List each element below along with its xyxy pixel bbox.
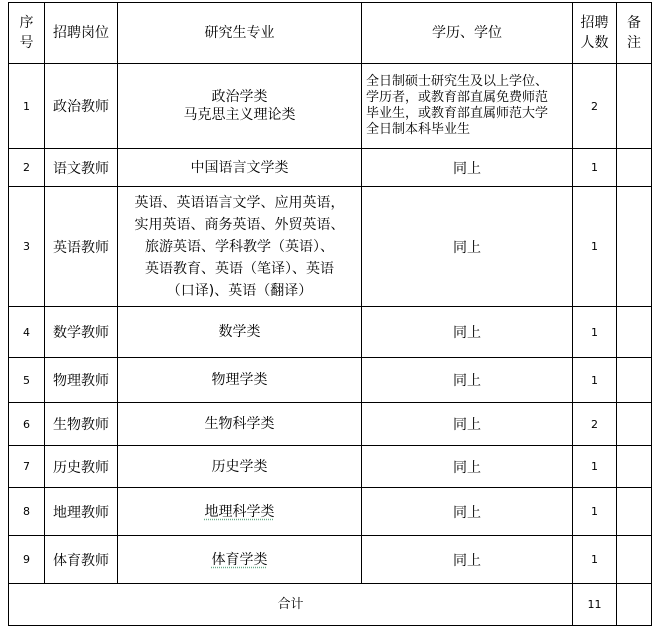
row-remark [617,536,652,584]
row-degree: 同上 [362,488,573,536]
row-major [118,187,362,307]
row-position: 生物教师 [45,403,118,446]
degree-line: 全日制本科毕业生 [366,122,471,137]
header-count [573,3,617,64]
table-row [9,488,652,536]
row-no: 1 [9,64,45,149]
row-position: 体育教师 [45,536,118,584]
degree-line: 毕业生，或教育部直属师范大学 [366,106,549,121]
recruitment-table [8,2,652,626]
table-row [9,64,652,149]
row-no: 2 [9,149,45,187]
row-degree [362,64,573,149]
row-no: 3 [9,187,45,307]
row-major: 物理学类 [118,358,362,403]
header-remark-line-1: 备 [627,15,641,31]
major-line: 英语教育、英语（笔译）、英语 [145,260,334,277]
major-line: 旅游英语、学科教学（英语）、 [145,238,334,255]
row-count: 1 [573,488,617,536]
row-position: 物理教师 [45,358,118,403]
row-major: 生物科学类 [118,403,362,446]
degree-line: 全日制硕士研究生及以上学位、 [366,74,549,89]
table-row [9,149,652,187]
row-major: 中国语言文学类 [118,149,362,187]
row-remark [617,307,652,358]
row-count: 1 [573,307,617,358]
header-remark [617,3,652,64]
degree-line: 学历者，或教育部直属免费师范 [366,90,549,105]
row-degree: 同上 [362,358,573,403]
row-count: 2 [573,403,617,446]
row-remark [617,187,652,307]
header-no [9,3,45,64]
row-position: 英语教师 [45,187,118,307]
total-row [9,584,652,626]
row-major: 数学类 [118,307,362,358]
row-remark [617,64,652,149]
major-line: 马克思主义理论类 [183,107,296,123]
total-remark [617,584,652,626]
row-remark [617,488,652,536]
row-count: 1 [573,358,617,403]
row-remark [617,403,652,446]
row-count: 1 [573,187,617,307]
row-position: 历史教师 [45,446,118,488]
header-degree: 学历、学位 [362,3,573,64]
row-count: 2 [573,64,617,149]
row-major [118,536,362,584]
row-no: 6 [9,403,45,446]
row-position: 语文教师 [45,149,118,187]
row-major [118,64,362,149]
row-position: 地理教师 [45,488,118,536]
header-count-line-2: 人数 [580,35,609,51]
row-major [118,488,362,536]
row-degree: 同上 [362,149,573,187]
row-remark [617,149,652,187]
row-degree: 同上 [362,307,573,358]
row-position: 政治教师 [45,64,118,149]
total-label: 合计 [9,584,573,626]
header-row [9,3,652,64]
row-count: 1 [573,149,617,187]
row-degree: 同上 [362,536,573,584]
row-no: 7 [9,446,45,488]
table-row [9,536,652,584]
major-line: 实用英语、商务英语、外贸英语、 [134,216,345,233]
row-no: 4 [9,307,45,358]
major-line: 英语、英语语言文学、应用英语， [134,194,345,211]
header-count-line-1: 招聘 [580,15,609,31]
table-row [9,307,652,358]
row-no: 5 [9,358,45,403]
header-no-line-2: 号 [19,35,34,51]
major-text: 地理科学类 [204,503,275,520]
row-count: 1 [573,536,617,584]
total-count: 11 [573,584,617,626]
table-row [9,446,652,488]
major-line: 政治学类 [211,89,268,105]
row-count: 1 [573,446,617,488]
row-position: 数学教师 [45,307,118,358]
header-major: 研究生专业 [118,3,362,64]
row-degree: 同上 [362,446,573,488]
header-position: 招聘岗位 [45,3,118,64]
row-degree: 同上 [362,403,573,446]
major-line: （口译)、英语（翻译） [166,282,313,299]
row-remark [617,358,652,403]
row-remark [617,446,652,488]
header-no-line-1: 序 [19,15,34,31]
row-degree: 同上 [362,187,573,307]
table-row [9,187,652,307]
header-remark-line-2: 注 [627,35,641,51]
row-no: 8 [9,488,45,536]
row-major: 历史学类 [118,446,362,488]
major-text: 体育学类 [211,551,268,568]
table-row [9,403,652,446]
table-row [9,358,652,403]
row-no: 9 [9,536,45,584]
